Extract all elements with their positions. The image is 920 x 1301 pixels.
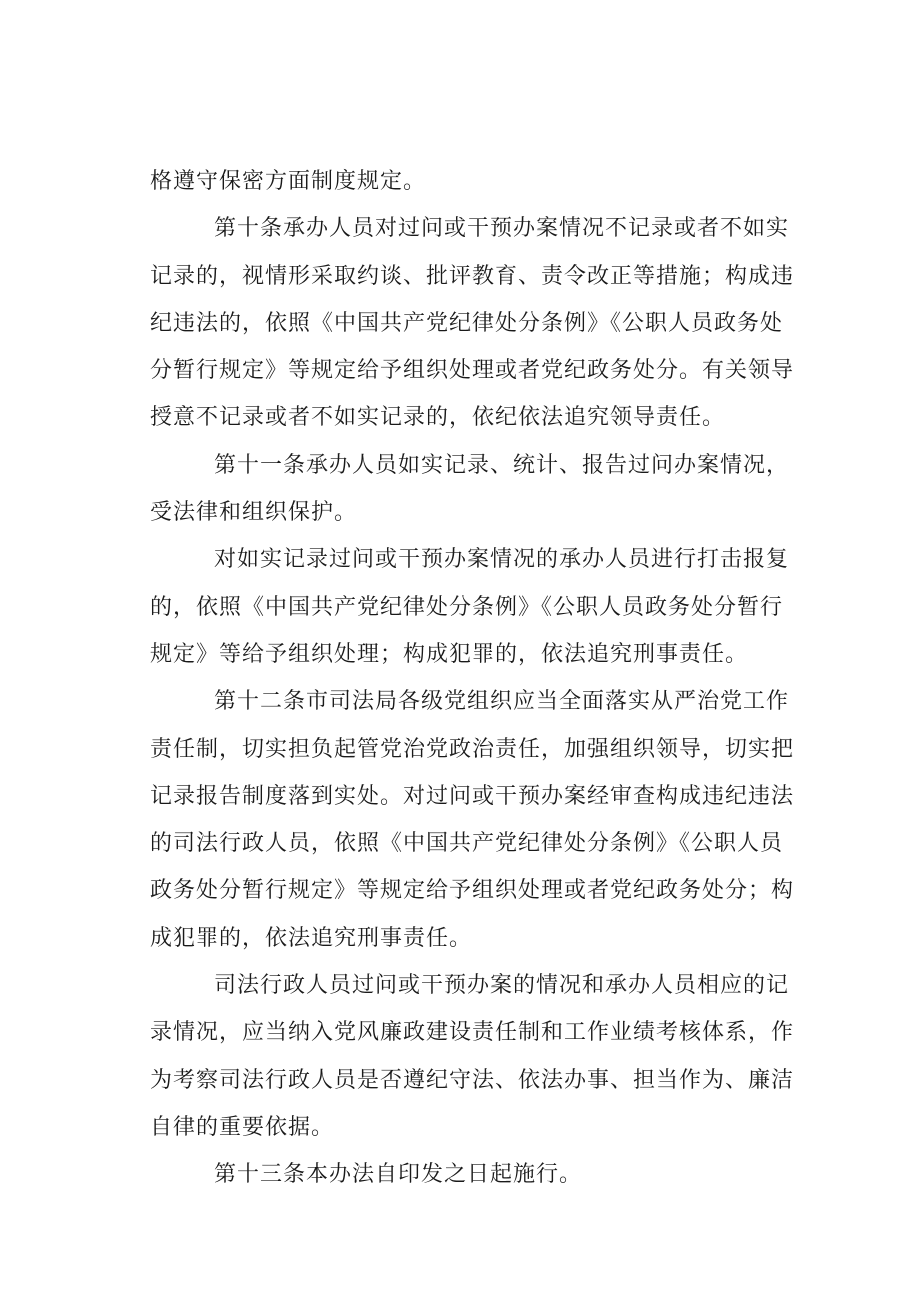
text-line: 对如实记录过问或干预办案情况的承办人员进行打击报复 [214, 547, 790, 573]
text-line: 的，依照《中国共产党纪律处分条例》《公职人员政务处分暂行 [150, 594, 784, 620]
text-line: 自律的重要依据。 [150, 1114, 335, 1140]
text-line: 格遵守保密方面制度规定。 [150, 169, 427, 194]
text-line: 记录报告制度落到实处。对过问或干预办案经审查构成违纪违法 [150, 783, 795, 809]
text-line: 受法律和组织保护。 [150, 500, 358, 526]
text-line: 为考察司法行政人员是否遵纪守法、依法办事、担当作为、廉洁 [150, 1067, 795, 1093]
text-line: 第十三条本办法自印发之日起施行。 [214, 1162, 583, 1188]
text-line: 授意不记录或者不如实记录的，依纪依法追究领导责任。 [150, 405, 726, 431]
text-line: 记录的，视情形采取约谈、批评教育、责令改正等措施；构成违 [150, 263, 795, 289]
text-line: 分暂行规定》等规定给予组织处理或者党纪政务处分。有关领导 [150, 358, 795, 384]
text-line: 规定》等给予组织处理；构成犯罪的，依法追究刑事责任。 [150, 641, 749, 667]
text-line: 政务处分暂行规定》等规定给予组织处理或者党纪政务处分；构 [150, 878, 795, 904]
document-body [150, 158, 800, 1199]
text-line: 录情况，应当纳入党风廉政建设责任制和工作业绩考核体系，作 [150, 1020, 795, 1046]
text-line: 第十条承办人员对过问或干预办案情况不记录或者不如实 [214, 216, 790, 242]
text-line: 纪违法的，依照《中国共产党纪律处分条例》《公职人员政务处 [150, 310, 784, 336]
text-line: 第十一条承办人员如实记录、统计、报告过问办案情况， [214, 452, 790, 478]
text-line: 的司法行政人员，依照《中国共产党纪律处分条例》《公职人员 [150, 831, 784, 857]
text-line: 司法行政人员过问或干预办案的情况和承办人员相应的记 [214, 973, 790, 999]
text-line: 第十二条市司法局各级党组织应当全面落实从严治党工作 [214, 689, 790, 715]
text-line: 责任制，切实担负起管党治党政治责任，加强组织领导，切实把 [150, 736, 795, 762]
text-line: 成犯罪的，依法追究刑事责任。 [150, 925, 473, 951]
